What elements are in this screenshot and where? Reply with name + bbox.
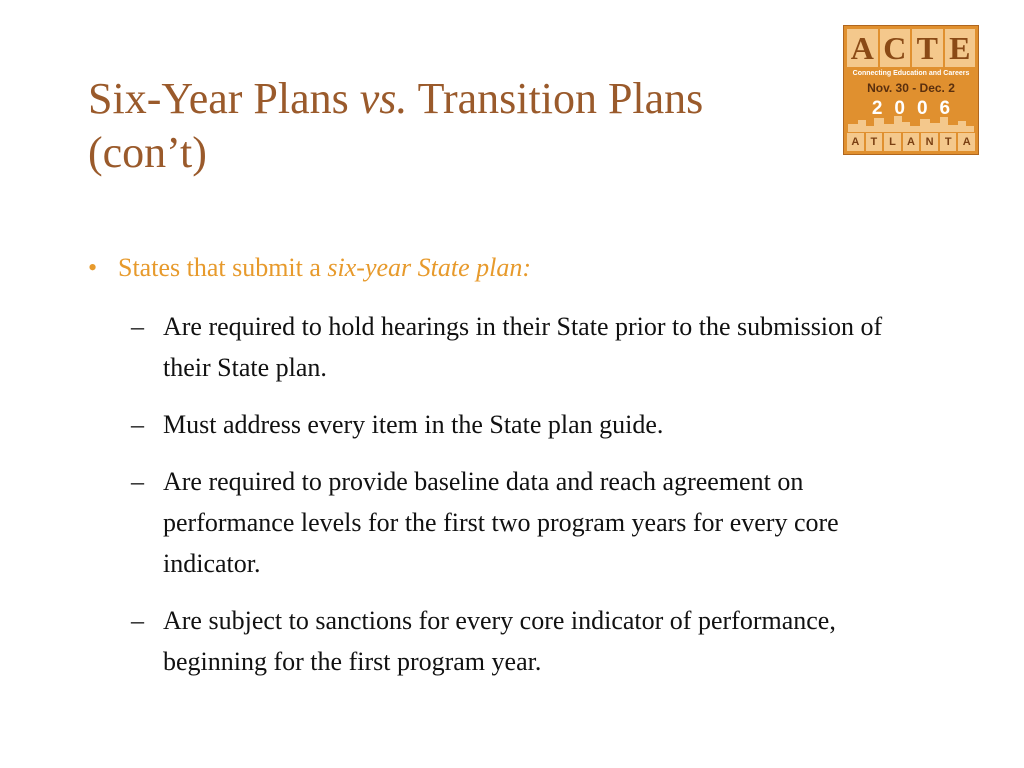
slide-title [88,72,828,180]
bullet-icon: • [88,253,98,282]
bullet-item [88,246,928,290]
sub-bullet-item [88,461,928,584]
logo-city-letter: A [847,133,864,151]
sub-bullet-item [88,600,928,682]
dash-icon: – [131,606,144,635]
logo-city-letter: L [884,133,901,151]
logo-city-letter: T [940,133,957,151]
title-part-2: Transition Plans (con’t) [88,74,704,177]
logo-letter: T [912,29,943,67]
logo-letter: C [880,29,911,67]
title-emphasis: vs. [359,74,408,123]
logo-city-letter: A [958,133,975,151]
skyline-icon [844,114,978,132]
logo-letters [847,29,975,67]
logo-letter: E [945,29,976,67]
logo-city-letter: T [866,133,883,151]
logo-dates: Nov. 30 - Dec. 2 [867,81,955,95]
logo-letter: A [847,29,878,67]
logo-tagline: Connecting Education and Careers [852,70,970,77]
sub-bullet-text: Are required to hold hearings in their State prior to the submission of their State plan. [163,312,883,382]
sub-bullet-text: Are subject to sanctions for every core indicator of performance, beginning for the first program year. [163,606,836,676]
acte-logo [843,25,979,155]
dash-icon: – [131,312,144,341]
bullet-text: States that submit a [118,253,328,282]
title-part-1: Six-Year Plans [88,74,360,123]
logo-city [847,133,975,151]
dash-icon: – [131,467,144,496]
logo-city-letter: A [903,133,920,151]
sub-bullet-text: Must address every item in the State plan guide. [163,410,664,439]
dash-icon: – [131,410,144,439]
slide-content [88,246,928,698]
logo-city-letter: N [921,133,938,151]
sub-bullet-item [88,404,928,445]
sub-bullet-item [88,306,928,388]
sub-bullet-list [88,306,928,682]
sub-bullet-text: Are required to provide baseline data and reach agreement on performance levels for the first two program years for every core indicator. [163,467,839,578]
logo-year: 2006 [871,98,963,119]
bullet-emphasis: six-year State plan: [327,253,532,282]
